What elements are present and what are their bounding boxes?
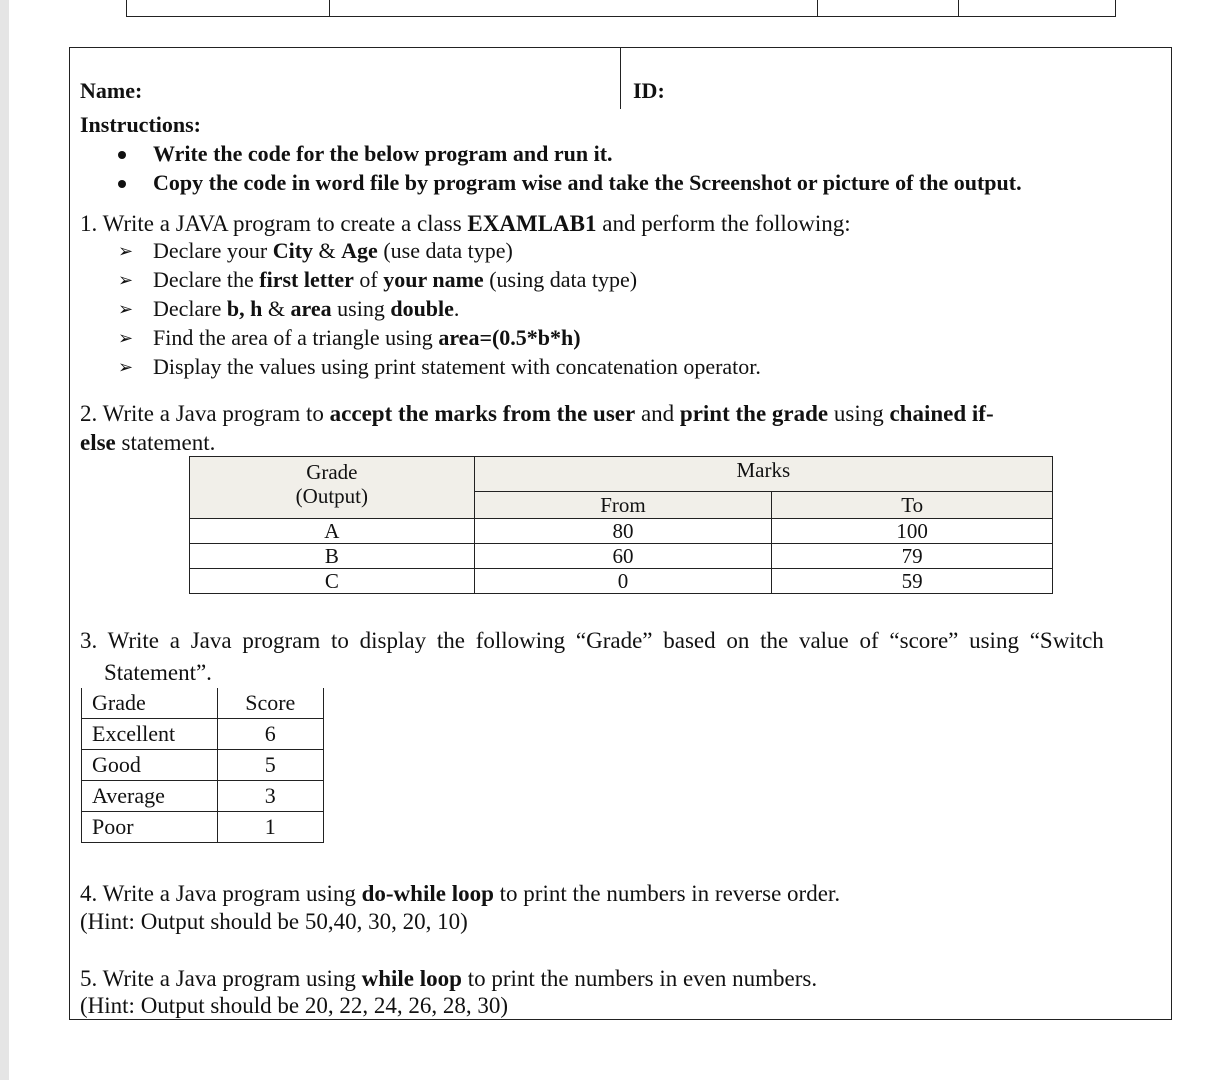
grade-cell: C — [190, 569, 475, 594]
q1-item: Display the values using print statement with concatenation operator. — [153, 354, 761, 379]
table-row — [82, 750, 324, 781]
q3-title-cont: Statement”. — [104, 660, 212, 685]
table-row — [190, 569, 1053, 594]
score-cell: 1 — [217, 812, 323, 843]
to-header: To — [772, 492, 1053, 519]
q1-item: Declare b, h & area using double. — [153, 296, 460, 321]
bullet-icon — [118, 180, 126, 188]
header-divider — [620, 47, 621, 109]
from-cell: 60 — [474, 544, 772, 569]
score-cell: 3 — [217, 781, 323, 812]
grade-cell: B — [190, 544, 475, 569]
q2-title: 2. Write a Java program to accept the marks from the user and print the grade using chained if- — [80, 401, 994, 426]
grade-output-header: Grade (Output) — [190, 457, 475, 519]
arrow-bullet-icon: ➢ — [118, 299, 134, 319]
previous-table-remnant — [126, 0, 1116, 17]
to-cell: 100 — [772, 519, 1053, 544]
q1-item: Declare your City & Age (use data type) — [153, 238, 513, 263]
instructions-title: Instructions: — [80, 112, 202, 137]
arrow-bullet-icon: ➢ — [118, 357, 134, 377]
grade-cell: Average — [82, 781, 218, 812]
q3-title: 3. Write a Java program to display the following “Grade” based on the value of “score” using “Switch — [80, 628, 1104, 653]
grade-cell: Excellent — [82, 719, 218, 750]
score-header: Score — [217, 688, 323, 719]
table-row — [190, 519, 1053, 544]
score-cell: 6 — [217, 719, 323, 750]
name-label: Name: — [80, 78, 143, 103]
id-label: ID: — [633, 78, 665, 103]
q4-title: 4. Write a Java program using do-while loop to print the numbers in reverse order. — [80, 881, 841, 906]
table-row — [82, 781, 324, 812]
from-cell: 0 — [474, 569, 772, 594]
table-divider — [817, 0, 818, 16]
arrow-bullet-icon: ➢ — [118, 328, 134, 348]
from-header: From — [474, 492, 772, 519]
q4-hint: (Hint: Output should be 50,40, 30, 20, 10) — [80, 909, 468, 934]
q1-item: Declare the first letter of your name (using data type) — [153, 267, 638, 292]
arrow-bullet-icon: ➢ — [118, 241, 134, 261]
instruction-item: Write the code for the below program and run it. — [153, 141, 613, 166]
to-cell: 59 — [772, 569, 1053, 594]
grade-cell: A — [190, 519, 475, 544]
instruction-item: Copy the code in word file by program wise and take the Screenshot or picture of the output. — [153, 170, 1022, 195]
to-cell: 79 — [772, 544, 1053, 569]
score-cell: 5 — [217, 750, 323, 781]
grade-marks-table — [189, 456, 1053, 594]
marks-header: Marks — [474, 457, 1052, 492]
table-row — [82, 812, 324, 843]
q5-title: 5. Write a Java program using while loop to print the numbers in even numbers. — [80, 966, 818, 991]
q1-title: 1. Write a JAVA program to create a class EXAMLAB1 and perform the following: — [80, 211, 851, 236]
grade-cell: Good — [82, 750, 218, 781]
arrow-bullet-icon: ➢ — [118, 270, 134, 290]
from-cell: 80 — [474, 519, 772, 544]
table-divider — [329, 0, 330, 16]
grade-cell: Poor — [82, 812, 218, 843]
bullet-icon — [118, 151, 126, 159]
grade-header: Grade — [82, 688, 218, 719]
q1-item: Find the area of a triangle using area=(0.5*b*h) — [153, 325, 581, 350]
table-row — [82, 719, 324, 750]
table-row — [190, 544, 1053, 569]
table-divider — [958, 0, 959, 16]
q5-hint: (Hint: Output should be 20, 22, 24, 26, 28, 30) — [80, 993, 509, 1018]
q2-title-cont: else statement. — [80, 430, 216, 455]
grade-score-table — [81, 688, 324, 843]
page-left-edge — [0, 0, 9, 1080]
